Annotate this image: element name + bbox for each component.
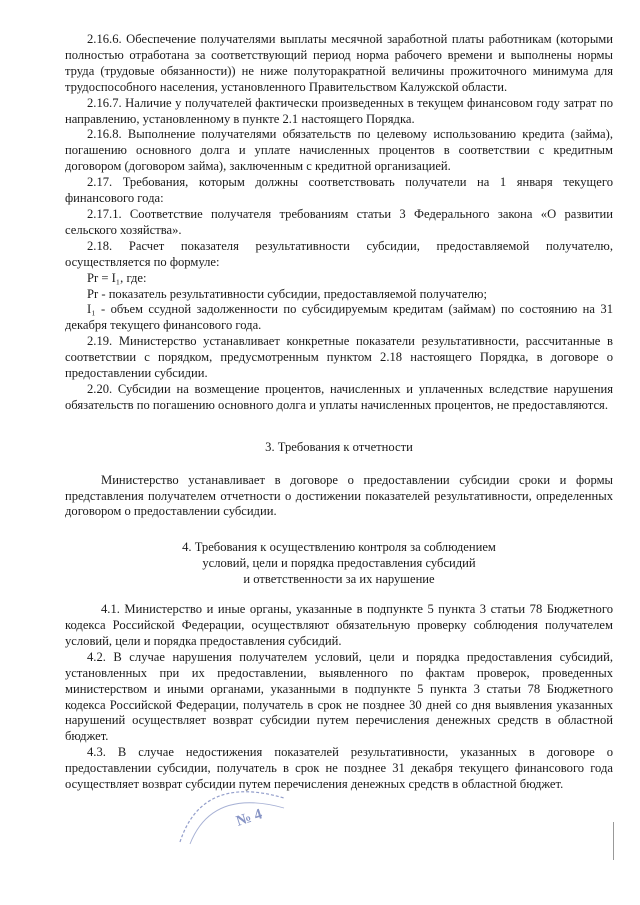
section-4-title-line-1: 4. Требования к осуществлению контроля за соблюдением: [182, 540, 496, 555]
paragraph-4-3: 4.3. В случае недостижения показателей результативности, указанных в договоре о предоставлении субсидии, получатель в срок не позднее 31 декабря текущего финансового года осуществляет возврат субсидии путем перечисления денежных средств в областной бюджет.: [65, 745, 613, 792]
section-4-title-line-3: и ответственности за их нарушение: [243, 572, 435, 587]
stamp-number: № 4: [234, 806, 265, 830]
formula-definition-pr: Pr - показатель результативности субсидии, предоставляемой получателю;: [87, 286, 487, 301]
formula-line: Pr = I₁, где:: [87, 270, 147, 285]
paragraph-4-1: 4.1. Министерство и иные органы, указанные в подпункте 5 пункта 3 статьи 78 Бюджетного кодекса Российской Федерации, осуществляют обязательную проверку соблюдения получателем условий, цели и порядка предоставления субсидий.: [65, 602, 613, 648]
scan-edge-mark: [613, 822, 614, 860]
formula-definition-i1: I₁ - объем ссудной задолженности по субсидируемым кредитам (займам) по состоянию на 31 декабря текущего финансового года.: [65, 302, 613, 333]
paragraph-4-2: 4.2. В случае нарушения получателем условий, цели и порядка предоставления субсидий, установленных при их предоставлении, выявленного по фактам проверок, проведенных министерством и иными органами, указанными в подпункте 5 пункта 3 статьи 78 Бюджетного кодекса Российской Федерации, получатель в срок не позднее 30 дней со дня выявления указанных нарушений осуществляет возврат субсидии путем перечисления денежных средств в областной бюджет.: [65, 649, 613, 744]
paragraph-2-19: 2.19. Министерство устанавливает конкретные показатели результативности, рассчитанные в соответствии с порядком, предусмотренным пунктом 2.18 настоящего Порядка, в договоре о предоставлении субсидии.: [65, 334, 613, 381]
section-4-title-line-2: условий, цели и порядка предоставления субсидий: [202, 556, 476, 571]
paragraph-2-17-1: 2.17.1. Соответствие получателя требованиям статьи 3 Федерального закона «О развитии сельского хозяйства».: [65, 206, 613, 237]
section-3-title: 3. Требования к отчетности: [265, 439, 413, 454]
document-page: [65, 32, 613, 793]
paragraph-2-16-8: 2.16.8. Выполнение получателями обязательств по целевому использованию кредита (займа), погашению основного долга и уплате начисленных процентов в соответствии с кредитным договором (договором займа), заключенным с кредитной организацией.: [65, 127, 613, 174]
section-4-title: [65, 540, 613, 588]
section-3-body: Министерство устанавливает в договоре о предоставлении субсидии сроки и формы представления получателем отчетности о достижении показателей результативности, определенных договором о предоставлении субсидии.: [65, 472, 613, 519]
paragraph-2-18: 2.18. Расчет показателя результативности субсидии, предоставляемой получателю, осуществляется по формуле:: [65, 238, 613, 269]
paragraph-2-16-6: 2.16.6. Обеспечение получателями выплаты месячной заработной платы работникам (которыми полностью отработана за соответствующий период норма рабочего времени и выполнены нормы труда (трудовые обязанности)) не ниже полуторакратной величины прожиточного минимума для трудоспособного населения, установленного Правительством Калужской области.: [65, 32, 613, 94]
paragraph-2-20: 2.20. Субсидии на возмещение процентов, начисленных и уплаченных вследствие нарушения обязательств по погашению основного долга и уплаты начисленных процентов, не предоставляются.: [65, 381, 613, 412]
paragraph-2-16-7: 2.16.7. Наличие у получателей фактически произведенных в текущем финансовом году затрат по направлению, установленному в пункте 2.1 настоящего Порядка.: [65, 95, 613, 126]
paragraph-2-17: 2.17. Требования, которым должны соответствовать получатели на 1 января текущего финансового года:: [65, 175, 613, 206]
